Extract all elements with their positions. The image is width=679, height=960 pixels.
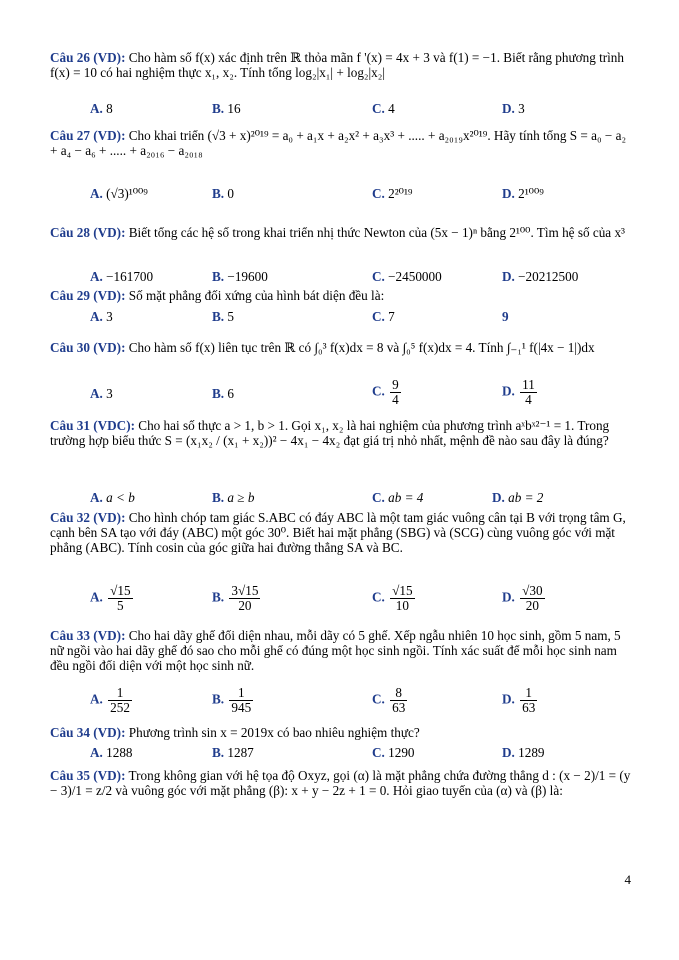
option-c[interactable]: C. $\frac{√15}{10}$ — [372, 583, 413, 613]
question-28 — [50, 225, 634, 284]
option-b[interactable]: B. 1287 — [212, 745, 254, 760]
fraction: $\frac{√15}{10}$ — [392, 583, 413, 613]
options-row — [50, 101, 634, 119]
option-b[interactable]: B. −19600 — [212, 269, 268, 284]
option-b[interactable]: B. $\frac{3√15}{20}$ — [212, 583, 259, 613]
question-label: Câu 35 (VD): — [50, 768, 126, 783]
question-33 — [50, 628, 634, 715]
page-number: 4 — [624, 872, 631, 887]
fraction: $\frac{11}{4}$ — [522, 377, 535, 407]
question-label: Câu 26 (VD): — [50, 50, 126, 65]
question-text: Trong không gian với hệ tọa độ Oxyz, gọi (α) là mặt phẳng chứa đường thẳng d : (x − 2)/1 = (y − 3)/1 = z/2 và vuông góc với mặt phẳng (β): x + y − 2z + 1 = 0. Hỏi giao tuyến của (α) và (β) là: — [50, 768, 631, 798]
options-row — [50, 745, 634, 763]
option-a[interactable]: A. 3 — [90, 309, 113, 324]
question-29 — [50, 288, 634, 324]
question-text: Biết tổng các hệ số trong khai triển nhị thức Newton của (5x − 1)ⁿ bằng 2¹⁰⁰. Tìm hệ số của x³ — [128, 225, 625, 240]
question-text: Số mặt phẳng đối xứng của hình bát diện đều là: — [128, 288, 385, 303]
question-text: Cho hai dãy ghế đối diện nhau, mỗi dãy có 5 ghế. Xếp ngẫu nhiên 10 học sinh, gồm 5 nam, 5 nữ ngồi vào hai dãy ghế đó sao cho mỗi ghế có đúng một học sinh ngồi. Tính xác suất để mỗi học sinh nam đều ngồi đối diện với một học sinh nữ. — [50, 628, 621, 673]
options-row — [50, 309, 634, 327]
options-row — [50, 583, 634, 613]
question-label: Câu 32 (VD): — [50, 510, 126, 525]
option-b[interactable]: B. 5 — [212, 309, 234, 324]
question-text: Cho hàm số f(x) xác định trên ℝ thỏa mãn f '(x) = 4x + 3 và f(1) = −1. Biết rằng phương trình f(x) = 10 có hai nghiệm thực x₁, x₂. Tính tổng log₂|x₁| + log₂|x₂| — [50, 50, 624, 80]
options-row — [50, 269, 634, 287]
option-d[interactable]: D. 1289 — [502, 745, 545, 760]
option-c[interactable]: C. −2450000 — [372, 269, 442, 284]
question-label: Câu 33 (VD): — [50, 628, 126, 643]
options-row — [50, 490, 634, 508]
option-a[interactable]: A. (√3)¹⁰⁰⁹ — [90, 186, 148, 201]
option-b[interactable]: B. $\frac{1}{945}$ — [212, 685, 252, 715]
question-label: Câu 31 (VDC): — [50, 418, 135, 433]
option-a[interactable]: A. −161700 — [90, 269, 154, 284]
option-a[interactable]: A. a < b — [90, 490, 135, 505]
question-30 — [50, 340, 634, 407]
question-label: Câu 34 (VD): — [50, 725, 126, 740]
fraction: $\frac{1}{945}$ — [231, 685, 252, 715]
option-c[interactable]: C. ab = 4 — [372, 490, 424, 505]
option-d[interactable]: D. ab = 2 — [492, 490, 544, 505]
option-c[interactable]: C. 4 — [372, 101, 395, 116]
option-b[interactable]: B. 0 — [212, 186, 234, 201]
question-text: Cho hàm số f(x) liên tục trên ℝ có ∫₀³ f(x)dx = 8 và ∫₀⁵ f(x)dx = 4. Tính ∫₋₁¹ f(|4x − 1|)dx — [128, 340, 595, 355]
option-d[interactable]: 9 — [502, 309, 509, 324]
option-c[interactable]: C. $\frac{8}{63}$ — [372, 685, 406, 715]
question-text: Phương trình sin x = 2019x có bao nhiêu nghiệm thực? — [128, 725, 420, 740]
fraction: $\frac{√15}{5}$ — [110, 583, 131, 613]
fraction: $\frac{1}{63}$ — [522, 685, 536, 715]
question-35 — [50, 768, 634, 798]
options-row — [50, 377, 634, 407]
option-a[interactable]: A. 1288 — [90, 745, 133, 760]
option-b[interactable]: B. 16 — [212, 101, 241, 116]
question-text: Cho hai số thực a > 1, b > 1. Gọi x₁, x₂ là hai nghiệm của phương trình aˣbˣ²⁻¹ = 1. Trong trường hợp biểu thức S = (x₁x₂ / (x₁ + x₂))² − 4x₁ − 4x₂ đạt giá trị nhỏ nhất, mệnh đề nào sau đây là đúng? — [50, 418, 610, 448]
option-c[interactable]: C. 1290 — [372, 745, 415, 760]
question-label: Câu 27 (VD): — [50, 128, 126, 143]
option-d[interactable]: D. $\frac{11}{4}$ — [502, 377, 535, 407]
option-d[interactable]: D. 3 — [502, 101, 525, 116]
option-a[interactable]: A. 3 — [90, 386, 113, 401]
option-d[interactable]: D. $\frac{√30}{20}$ — [502, 583, 543, 613]
fraction: $\frac{1}{252}$ — [110, 685, 130, 715]
question-34 — [50, 725, 634, 760]
fraction: $\frac{3√15}{20}$ — [231, 583, 259, 613]
question-label: Câu 28 (VD): — [50, 225, 126, 240]
fraction: $\frac{9}{4}$ — [392, 377, 399, 407]
option-a[interactable]: A. $\frac{√15}{5}$ — [90, 583, 131, 613]
option-b[interactable]: B. a ≥ b — [212, 490, 255, 505]
option-b[interactable]: B. 6 — [212, 386, 234, 401]
option-a[interactable]: A. 8 — [90, 101, 113, 116]
question-text: Cho hình chóp tam giác S.ABC có đáy ABC là một tam giác vuông cân tại B với trọng tâm G, cạnh bên SA tạo với đáy (ABC) một góc 30⁰. Biết hai mặt phẳng (SBG) và (SCG) cùng vuông góc với mặt phẳng (ABC). Tính cosin của góc giữa hai đường thẳng SA và BC. — [50, 510, 626, 555]
option-a[interactable]: A. $\frac{1}{252}$ — [90, 685, 130, 715]
options-row — [50, 186, 634, 204]
option-c[interactable]: C. $\frac{9}{4}$ — [372, 377, 399, 407]
option-d[interactable]: D. −20212500 — [502, 269, 579, 284]
question-label: Câu 30 (VD): — [50, 340, 126, 355]
option-c[interactable]: C. 7 — [372, 309, 395, 324]
question-31 — [50, 418, 634, 505]
question-text: Cho khai triển (√3 + x)²⁰¹⁹ = a₀ + a₁x + a₂x² + a₃x³ + ..... + a₂₀₁₉x²⁰¹⁹. Hãy tính tổng S = a₀ − a₂ + a₄ − a₆ + ..... + a₂₀₁₆ − a₂₀₁₈ — [50, 128, 627, 158]
fraction: $\frac{√30}{20}$ — [522, 583, 543, 613]
option-d[interactable]: D. $\frac{1}{63}$ — [502, 685, 536, 715]
fraction: $\frac{8}{63}$ — [392, 685, 406, 715]
question-27 — [50, 128, 634, 201]
option-d[interactable]: D. 2¹⁰⁰⁹ — [502, 186, 544, 201]
question-26 — [50, 50, 634, 116]
options-row — [50, 685, 634, 715]
question-32 — [50, 510, 634, 613]
question-label: Câu 29 (VD): — [50, 288, 126, 303]
option-c[interactable]: C. 2²⁰¹⁹ — [372, 186, 413, 201]
